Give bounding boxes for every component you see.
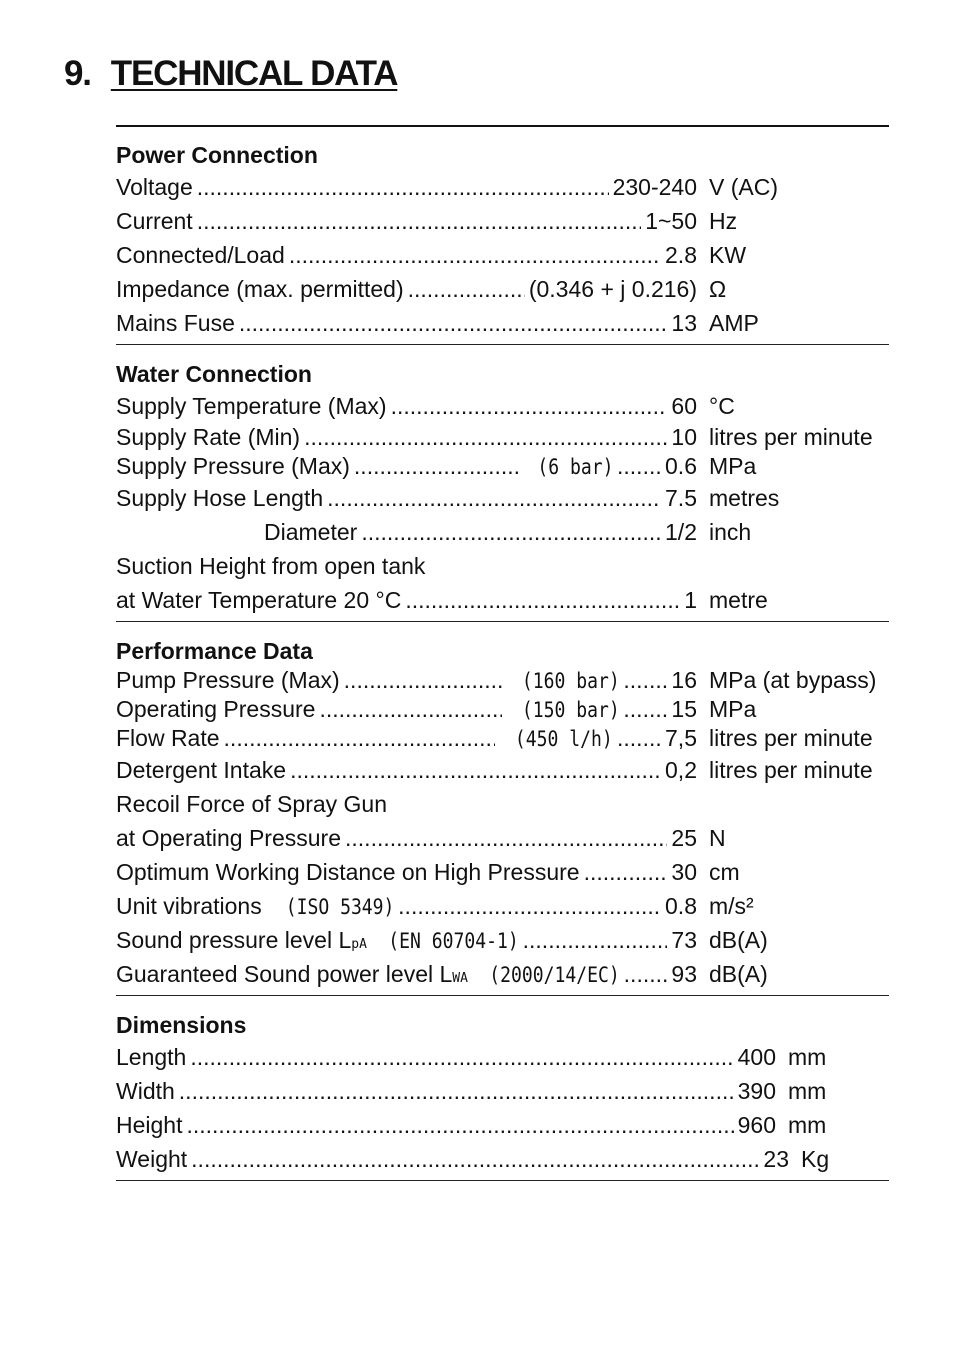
spec-value: 23	[763, 1146, 789, 1172]
spec-unit: metres	[709, 485, 780, 511]
spec-note: (2000/14/EC)	[489, 963, 620, 987]
spec-row-supply-temperature	[116, 389, 889, 423]
section-title: Water Connection	[116, 361, 312, 387]
spec-value: 7,5	[665, 725, 697, 751]
spec-row-suction-title	[116, 549, 889, 583]
spec-unit: °C	[709, 393, 735, 419]
spec-value: 1	[684, 587, 697, 613]
spec-label: at Operating Pressure	[116, 825, 342, 851]
spec-value: 15	[671, 696, 697, 722]
spec-label: Width	[116, 1078, 175, 1104]
dot-leader	[190, 1040, 733, 1074]
spec-value: 10	[671, 424, 697, 450]
section-water-connection	[116, 359, 889, 622]
spec-label: Detergent Intake	[116, 757, 287, 783]
dot-leader	[624, 957, 668, 991]
spec-unit: MPa	[709, 453, 757, 479]
spec-label: Unit vibrations	[116, 893, 262, 919]
dot-leader	[290, 753, 661, 787]
spec-unit: Hz	[709, 208, 738, 234]
spec-value: 30	[671, 859, 697, 885]
spec-unit: dB(A)	[709, 927, 768, 953]
dot-leader	[391, 389, 668, 423]
subscript: WA	[452, 971, 468, 986]
spec-note: (160 bar)	[521, 669, 620, 693]
dot-leader	[623, 666, 667, 695]
spec-value: 1/2	[665, 519, 697, 545]
spec-unit: KW	[709, 242, 747, 268]
spec-row-recoil-force	[116, 821, 889, 855]
spec-note: (EN 60704-1)	[388, 929, 519, 953]
spec-row-height	[116, 1108, 889, 1142]
spec-unit: mm	[788, 1044, 827, 1070]
dot-leader	[239, 306, 668, 340]
spec-row-impedance	[116, 272, 889, 306]
spec-label: Pump Pressure (Max)	[116, 667, 340, 693]
spec-value: 16	[671, 667, 697, 693]
spec-value: 13	[671, 310, 697, 336]
spec-row-operating-pressure	[116, 695, 889, 724]
dot-leader	[345, 821, 667, 855]
spec-label: Connected/Load	[116, 242, 285, 268]
spec-unit: N	[709, 825, 726, 851]
spec-unit: MPa (at bypass)	[709, 667, 877, 693]
section-title: Power Connection	[116, 142, 318, 168]
spec-row-fuse	[116, 306, 889, 340]
dot-leader	[354, 452, 521, 481]
section-dimensions	[116, 1010, 889, 1181]
spec-value: 230-240	[612, 174, 697, 200]
subscript: pA	[351, 937, 367, 952]
spec-label: Suction Height from open tank	[116, 553, 426, 579]
dot-leader	[361, 515, 661, 549]
dot-leader	[304, 423, 667, 452]
spec-unit: inch	[709, 519, 752, 545]
spec-row-sound-pressure	[116, 923, 889, 957]
spec-value: 73	[671, 927, 697, 953]
dot-leader	[319, 695, 501, 724]
spec-label: Mains Fuse	[116, 310, 235, 336]
spec-unit: Kg	[801, 1146, 830, 1172]
spec-row-supply-pressure	[116, 452, 889, 481]
dot-leader	[197, 170, 609, 204]
spec-value: 7.5	[665, 485, 697, 511]
spec-label: Supply Temperature (Max)	[116, 393, 387, 419]
spec-value: 60	[671, 393, 697, 419]
heading-title: TECHNICAL DATA	[110, 54, 398, 93]
section-title: Performance Data	[116, 638, 313, 664]
spec-row-current	[116, 204, 889, 238]
spec-value: 400	[737, 1044, 776, 1070]
spec-value: 0.6	[665, 453, 697, 479]
spec-label: Flow Rate	[116, 725, 220, 751]
section-power-connection	[116, 140, 889, 345]
spec-value: 0.8	[665, 893, 697, 919]
spec-row-width	[116, 1074, 889, 1108]
spec-row-hose-diameter	[116, 515, 889, 549]
dot-leader	[289, 238, 661, 272]
spec-label: Supply Rate (Min)	[116, 424, 301, 450]
spec-row-detergent-intake	[116, 753, 889, 787]
spec-value: 0,2	[665, 757, 697, 783]
spec-unit: AMP	[709, 310, 759, 336]
spec-row-unit-vibrations	[116, 889, 889, 923]
spec-note: (450 l/h)	[515, 727, 614, 751]
spec-row-sound-power	[116, 957, 889, 991]
spec-note: (ISO 5349)	[285, 895, 395, 919]
dot-leader	[327, 481, 661, 515]
spec-label: Voltage	[116, 174, 193, 200]
spec-row-voltage	[116, 170, 889, 204]
spec-label: Impedance (max. permitted)	[116, 276, 404, 302]
dot-leader	[623, 695, 667, 724]
spec-unit: litres per minute	[709, 725, 873, 751]
spec-row-supply-rate	[116, 423, 889, 452]
spec-label: Operating Pressure	[116, 696, 316, 722]
dot-leader	[523, 923, 668, 957]
spec-label: Sound pressure level L	[116, 927, 352, 953]
spec-label: Weight	[116, 1146, 188, 1172]
dot-leader	[617, 452, 661, 481]
spec-label: Supply Pressure (Max)	[116, 453, 350, 479]
dot-leader	[405, 583, 680, 617]
spec-unit: litres per minute	[709, 757, 873, 783]
heading-number: 9.	[64, 54, 91, 93]
dot-leader	[197, 204, 641, 238]
dot-leader	[191, 1142, 759, 1176]
spec-label: Current	[116, 208, 193, 234]
spec-value: 2.8	[665, 242, 697, 268]
top-rule	[116, 125, 889, 127]
spec-row-length	[116, 1040, 889, 1074]
dot-leader	[584, 855, 668, 889]
page-heading	[64, 56, 397, 91]
spec-unit: litres per minute	[709, 424, 873, 450]
spec-label: Height	[116, 1112, 183, 1138]
spec-unit: metre	[709, 587, 768, 613]
spec-label: Recoil Force of Spray Gun	[116, 791, 388, 817]
spec-row-pump-pressure	[116, 666, 889, 695]
spec-value: 960	[737, 1112, 776, 1138]
spec-unit: mm	[788, 1112, 827, 1138]
spec-row-load	[116, 238, 889, 272]
spec-unit: Ω	[709, 276, 727, 302]
spec-note: (6 bar)	[536, 455, 614, 479]
spec-unit: dB(A)	[709, 961, 768, 987]
dot-leader	[344, 666, 502, 695]
spec-value: 390	[737, 1078, 776, 1104]
spec-unit: cm	[709, 859, 740, 885]
spec-unit: mm	[788, 1078, 827, 1104]
technical-data	[116, 140, 889, 1195]
dot-leader	[224, 724, 496, 753]
spec-label: at Water Temperature 20 °C	[116, 587, 402, 613]
spec-label: Length	[116, 1044, 187, 1070]
spec-row-hose-length	[116, 481, 889, 515]
spec-row-working-distance	[116, 855, 889, 889]
spec-unit: V (AC)	[709, 174, 778, 200]
spec-value: 93	[671, 961, 697, 987]
dot-leader	[179, 1074, 734, 1108]
spec-note: (150 bar)	[521, 698, 620, 722]
spec-row-weight	[116, 1142, 889, 1176]
spec-label: Optimum Working Distance on High Pressure	[116, 859, 580, 885]
spec-unit: MPa	[709, 696, 757, 722]
spec-value: 25	[671, 825, 697, 851]
spec-value: 1~50	[645, 208, 697, 234]
dot-leader	[398, 889, 661, 923]
spec-row-flow-rate	[116, 724, 889, 753]
dot-leader	[617, 724, 661, 753]
spec-row-recoil-title	[116, 787, 889, 821]
section-title: Dimensions	[116, 1012, 247, 1038]
spec-label: Guaranteed Sound power level L	[116, 961, 453, 987]
section-performance-data	[116, 636, 889, 996]
spec-label: Diameter	[264, 519, 358, 545]
spec-label: Supply Hose Length	[116, 485, 324, 511]
dot-leader	[186, 1108, 733, 1142]
spec-row-suction-height	[116, 583, 889, 617]
spec-unit: m/s²	[709, 893, 754, 919]
dot-leader	[408, 272, 525, 306]
spec-value: (0.346 + j 0.216)	[528, 276, 697, 302]
